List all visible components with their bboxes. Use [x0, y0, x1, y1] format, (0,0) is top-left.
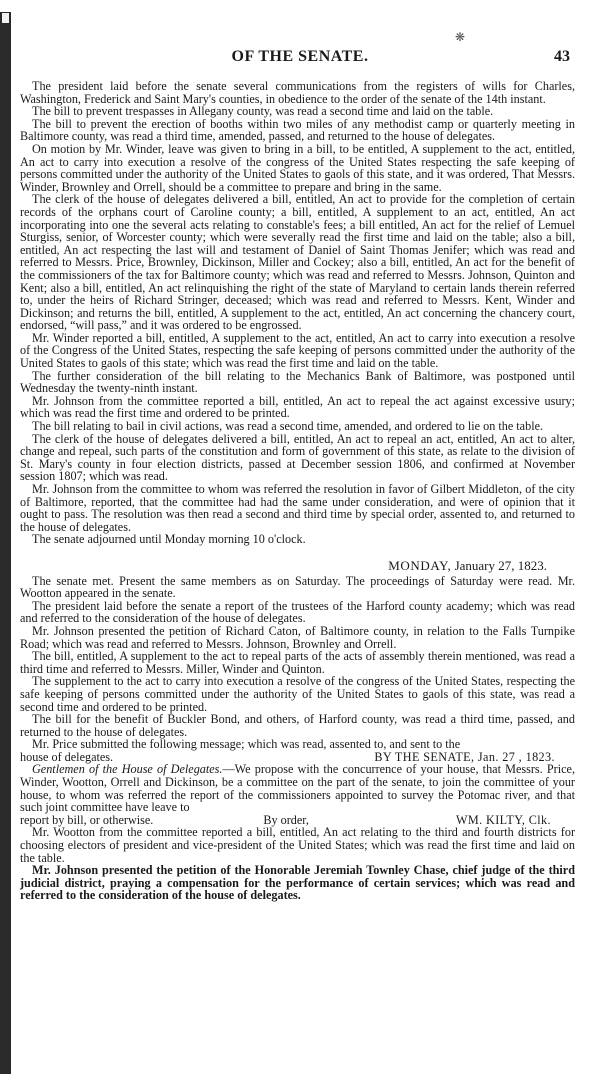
- running-title: OF THE SENATE.: [231, 48, 369, 65]
- paragraph: The bill to prevent trespasses in Allegany county, was read a second time and laid on the table.: [32, 104, 494, 119]
- paragraph: Mr. Johnson presented the petition of Richard Caton, of Baltimore county, in relation to the Falls Turnpike Road; which was read and referred to Messrs. Johnson, Brownley and Orrell.: [20, 623, 575, 651]
- message-closing: report by bill, or otherwise.: [20, 812, 154, 827]
- message-text: —We propose with the concurrence of your house, that Messrs. Price, Winder, Wootton, Orrell and Dickinson, be a committee on the part of the senate, to join the committee of your house, to whom was referred the report of the commissioners appointed to survey the Potomac river, and that such joint committee have leave to: [20, 762, 575, 815]
- paragraph: Mr. Johnson presented the petition of the Honorable Jeremiah Townley Chase, chief judge of the third judicial district, praying a compensation for the performance of certain services; which was read and referred to the consideration of the house of delegates.: [20, 863, 575, 903]
- message-intro: Mr. Price submitted the following message; which was read, assented to, and sent to the: [32, 737, 461, 752]
- paragraph: Mr. Johnson from the committee reported a bill, entitled, An act to repeal the act against excessive usury; which was read the first time and ordered to be printed.: [20, 393, 575, 421]
- paragraph: The bill to prevent the erection of booths within two miles of any methodist camp or quarterly meeting in Baltimore county, was read a third time, amended, passed, and returned to the house of delegates.: [20, 116, 575, 144]
- paragraph: Mr. Wootton from the committee reported a bill, entitled, An act relating to the third and fourth districts for choosing electors of president and vice-president of the United States; which was read the first time and laid on the table.: [20, 825, 575, 865]
- ink-speck-ornament: ❋: [455, 30, 466, 44]
- paragraph: The clerk of the house of delegates delivered a bill, entitled, An act to provide for the completion of certain records of the orphans court of Caroline county; a bill, entitled, A supplement to an act, entitled, An act incorporating into one the several acts relating to constable's fees; a bill entitled, An act for the relief of Lemuel Sturgiss, senior, of Worcester county; which were severally read the first time and laid on the table; also a bill, entitled, An act respecting the last will and testament of Daniel of Saint Thomas Jenifer; which was read and referred to Messrs. Price, Brownley, Dickinson, Miller and Cockey; also a bill, entitled, An act for the benefit of the commissioners of the tax for Baltimore county; which was read and referred to Messrs. Johnson, Quinton and Kent; also a bill, entitled, An act relinquishing the right of the state of Maryland to certain lands therein referred to, under the heirs of Richard Stringer, deceased; which was read and referred to Messrs. Kent, Winder and Dickinson; and returns the bill, entitled, A supplement to the act, entitled, An act concerning the chancery court, endorsed, “will pass,” and it was ordered to be engrossed.: [20, 192, 575, 333]
- paragraph: Mr. Johnson from the committee to whom was referred the resolution in favor of Gilbert Middleton, of the city of Baltimore, reported, that the committee had had the same under consideration, and were of opinion that it ought to pass. The resolution was then read a second and third time by special order, assented to, and returned to the house of delegates.: [20, 482, 575, 534]
- paragraph: The senate met. Present the same members as on Saturday. The proceedings of Saturday were read. Mr. Wootton appeared in the senate.: [20, 573, 575, 601]
- paragraph: The further consideration of the bill relating to the Mechanics Bank of Baltimore, was postponed until Wednesday the twenty-ninth instant.: [20, 368, 575, 396]
- message-intro-end: house of delegates.: [20, 749, 114, 764]
- message-body: [20, 763, 575, 813]
- page-binding-tab: [1, 12, 10, 24]
- date-heading-day: MONDAY,: [388, 557, 452, 573]
- date-heading: [20, 557, 575, 573]
- paragraph: The bill, entitled, A supplement to the act to repeal parts of the acts of assembly therein mentioned, was read a third time and referred to Messrs. Miller, Winder and Quinton.: [20, 649, 575, 676]
- paragraph: The senate adjourned until Monday morning 10 o'clock.: [32, 532, 306, 547]
- paragraph: The president laid before the senate a report of the trustees of the Harford county academy; which was read and referred to the consideration of the house of delegates.: [20, 598, 575, 626]
- message-signature: WM. KILTY, Clk.: [455, 812, 551, 827]
- paragraph: Mr. Winder reported a bill, entitled, A supplement to the act, entitled, An act to carry into execution a resolve of the Congress of the United States, respecting the safe keeping of persons committed under the authority of the United States to gaols of this state; which was read the first time and laid on the table.: [20, 330, 575, 371]
- paragraph: The president laid before the senate several communications from the registers of wills for Charles, Washington, Frederick and Saint Mary's counties, in obedience to the order of the senate of the 14th instant.: [20, 79, 575, 106]
- page-header: [20, 48, 580, 70]
- paragraph: The bill for the benefit of Buckler Bond, and others, of Harford county, was read a third time, passed, and returned to the house of delegates.: [20, 712, 575, 739]
- message-header: BY THE SENATE, Jan. 27 , 1823.: [374, 749, 555, 764]
- message-by-order: By order,: [263, 812, 309, 827]
- paragraph: The supplement to the act to carry into execution a resolve of the congress of the United States, respecting the safe keeping of persons committed under the authority of the United States to gaols of this state, was read a second time and ordered to be printed.: [20, 674, 575, 714]
- paragraph: On motion by Mr. Winder, leave was given to bring in a bill, to be entitled, A supplement to the act, entitled, An act to carry into execution a resolve of the congress of the United States respecting the safe keeping of persons committed under the authority of the United States to gaols of this state, and it was ordered, That Messrs. Winder, Brownley and Orrell, should be a committee to prepare and bring in the same.: [20, 141, 575, 194]
- journal-body: [20, 80, 575, 902]
- date-heading-date: January 27, 1823.: [454, 557, 547, 573]
- page-number: 43: [554, 48, 570, 65]
- paragraph: The clerk of the house of delegates delivered a bill, entitled, An act to repeal an act, entitled, An act to alter, change and repeal, such parts of the constitution and form of government of this state, as relate to the division of St. Mary's county in four election districts, passed at December session 1806, and confirmed at November session 1807; which was read.: [20, 431, 575, 484]
- paragraph: The bill relating to bail in civil actions, was read a second time, amended, and ordered to lie on the table.: [32, 419, 544, 434]
- page-binding-edge: [0, 12, 11, 1074]
- message-salutation: Gentlemen of the House of Delegates.: [32, 762, 223, 777]
